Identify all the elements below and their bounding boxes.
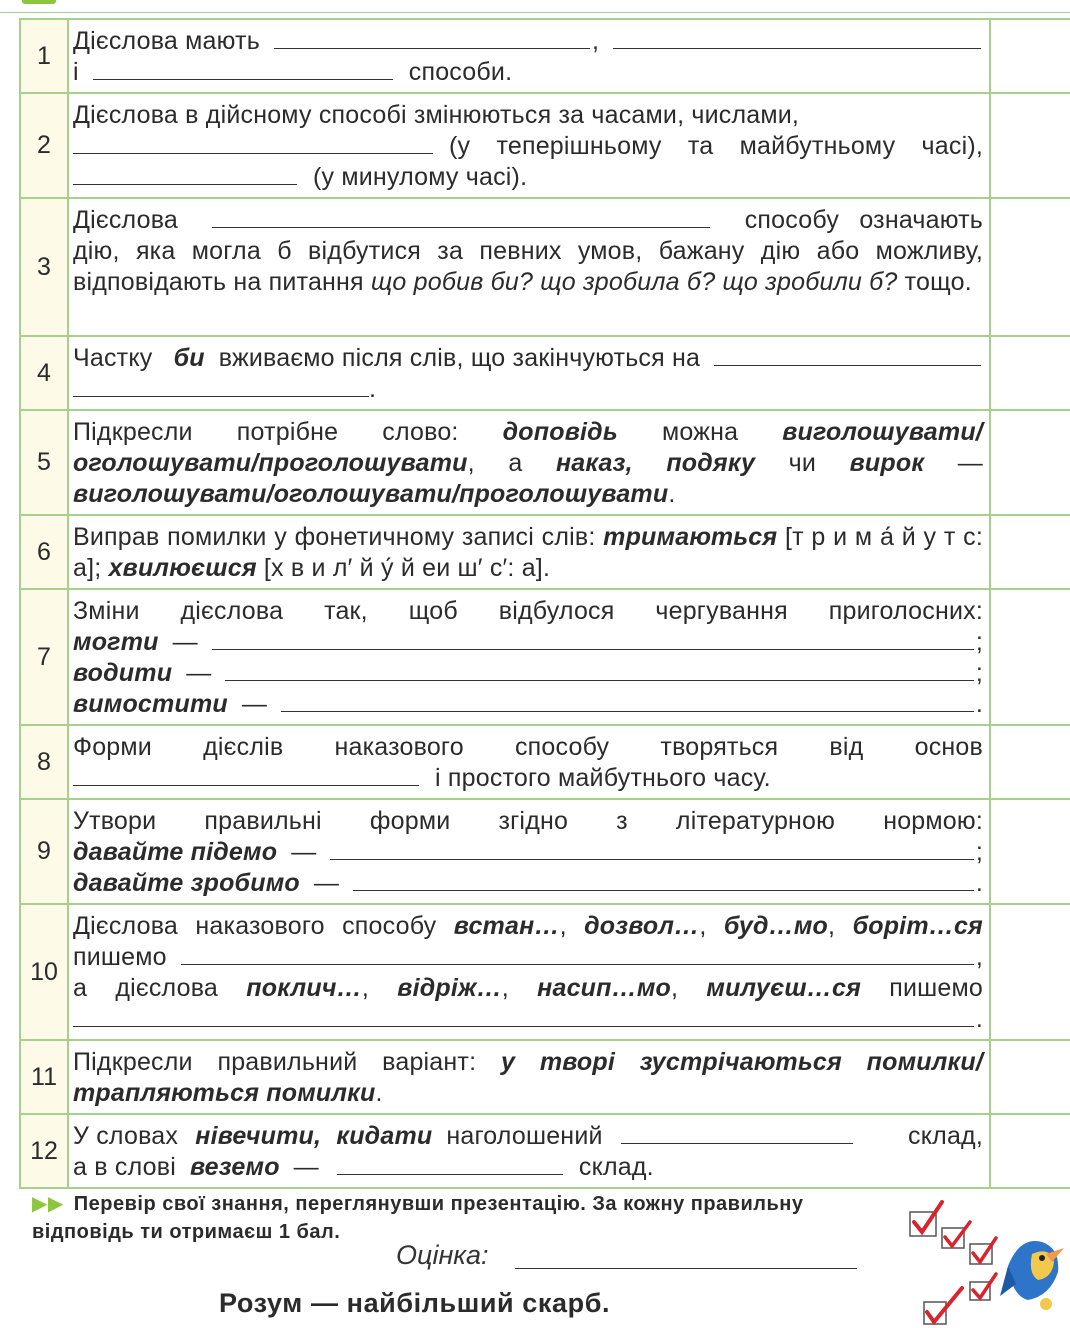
task-number: 9 [20,799,68,904]
score-cell [990,799,1070,904]
tasks-table [19,18,1070,1189]
underline-choice[interactable]: у творі зустрічаються помилки/ трапляються помилки [73,1048,983,1107]
task-text: Утвори правильні форми згідно з літературною нормою: давайте підемо — ; давайте зробимо — . [68,799,990,904]
task-row [20,1040,1070,1114]
top-marker [22,0,56,4]
task-number: 5 [20,410,68,515]
underline-choice[interactable]: наказ [555,449,626,477]
motto: Розум — найбільший скарб. [219,1288,611,1318]
top-strip [0,0,1070,14]
score-cell [990,515,1070,589]
checkbox-icon [924,1288,962,1324]
score-cell [990,1040,1070,1114]
grade-label: Оцінка: [396,1240,489,1270]
task-number: 12 [20,1114,68,1188]
score-cell [990,410,1070,515]
answer-blank[interactable] [73,763,419,786]
task-number: 7 [20,589,68,725]
task-text: Частку би вживаємо після слів, що закінчуються на . [68,336,990,410]
checkbox-icon [970,1238,996,1264]
score-cell [990,1114,1070,1188]
answer-blank[interactable] [613,26,981,49]
underline-choice[interactable]: доповідь [502,418,618,446]
score-cell [990,93,1070,198]
answer-blank[interactable] [212,205,710,228]
answer-blank[interactable] [212,627,974,650]
task-row [20,725,1070,799]
task-row [20,589,1070,725]
answer-blank[interactable] [337,1152,563,1175]
checkbox-icon [942,1222,970,1248]
double-arrow-icon: ▶▶ [32,1193,64,1215]
underline-choice[interactable]: виголошувати/оголошувати/проголошувати [73,480,669,508]
bird-icon [1000,1241,1064,1310]
grade-input[interactable] [515,1268,857,1269]
task-row [20,799,1070,904]
top-divider [0,12,1070,13]
task-row [20,336,1070,410]
answer-blank[interactable] [353,868,974,891]
answer-blank[interactable] [274,26,590,49]
task-text: Дієслова в дійсному способі змінюються за часами, числами, (у теперішньому та майбутньому часі), (у минулому часі). [68,93,990,198]
task-number: 6 [20,515,68,589]
underline-choice[interactable]: вирок [849,449,925,477]
task-text: Підкресли правильний варіант: у творі зустрічаються помилки/ трапляються помилки. [68,1040,990,1114]
answer-blank[interactable] [181,942,974,965]
task-row [20,410,1070,515]
answer-blank[interactable] [330,837,973,860]
underline-choice[interactable]: подяку [666,449,756,477]
answer-blank[interactable] [73,1004,974,1027]
score-cell [990,589,1070,725]
answer-blank[interactable] [73,131,433,154]
checkbox-icon [970,1274,996,1300]
task-row [20,93,1070,198]
task-row [20,904,1070,1040]
score-cell [990,904,1070,1040]
answer-blank[interactable] [621,1121,853,1144]
score-cell [990,336,1070,410]
task-row [20,198,1070,336]
task-number: 4 [20,336,68,410]
answer-blank[interactable] [73,374,369,397]
score-cell [990,198,1070,336]
checkmarks-bird-illustration [900,1196,1070,1328]
answer-blank[interactable] [714,343,981,366]
task-text: Дієслова мають , і способи. [68,19,990,93]
task-number: 1 [20,19,68,93]
score-cell [990,19,1070,93]
score-cell [990,725,1070,799]
answer-blank[interactable] [73,162,297,185]
task-text: У словах нівечити , кидати наголошений склад, а в слові веземо — склад. [68,1114,990,1188]
task-row [20,19,1070,93]
task-row [20,515,1070,589]
task-number: 3 [20,198,68,336]
task-text: Виправ помилки у фонетичному записі слів: тримаються [т р и м а́ й у т с: а]; хвилюєшся [х в и л′ й у́ й еи ш′ с′: а]. [68,515,990,589]
task-number: 2 [20,93,68,198]
task-text: Форми дієслів наказового способу творяться від основ і простого майбутнього часу. [68,725,990,799]
task-text: Дієслова наказового способу встан…, дозвол…, буд…мо, боріт…ся пишемо , а дієслова поклич…, відріж…, насип…мо, милуєш…ся пишемо . [68,904,990,1040]
task-text: Зміни дієслова так, щоб відбулося чергування приголосних: могти — ; водити — ; вимостити — . [68,589,990,725]
answer-blank[interactable] [281,689,974,712]
task-row [20,1114,1070,1188]
task-number: 11 [20,1040,68,1114]
task-text: Дієслова способу означають дію, яка могла б відбутися за певних умов, бажану дію або можливу, відповідають на питання що робив би? що зробила б? що зробили б? тощо. [68,198,990,336]
answer-blank[interactable] [225,658,973,681]
checkbox-icon [910,1202,942,1236]
task-number: 8 [20,725,68,799]
instruction-note: ▶▶ Перевір свої знання, переглянувши презентацію. За кожну правильну відповідь ти отримаєш 1 бал. [32,1193,804,1243]
answer-blank[interactable] [93,57,393,80]
underline-choice[interactable]: виголошувати/ оголошувати/проголошувати [73,418,983,477]
task-text: Підкресли потрібне слово: доповідь можна виголошувати/ оголошувати/проголошувати, а наказ, подяку чи вирок — виголошувати/оголошувати/проголошувати. [68,410,990,515]
task-number: 10 [20,904,68,1040]
